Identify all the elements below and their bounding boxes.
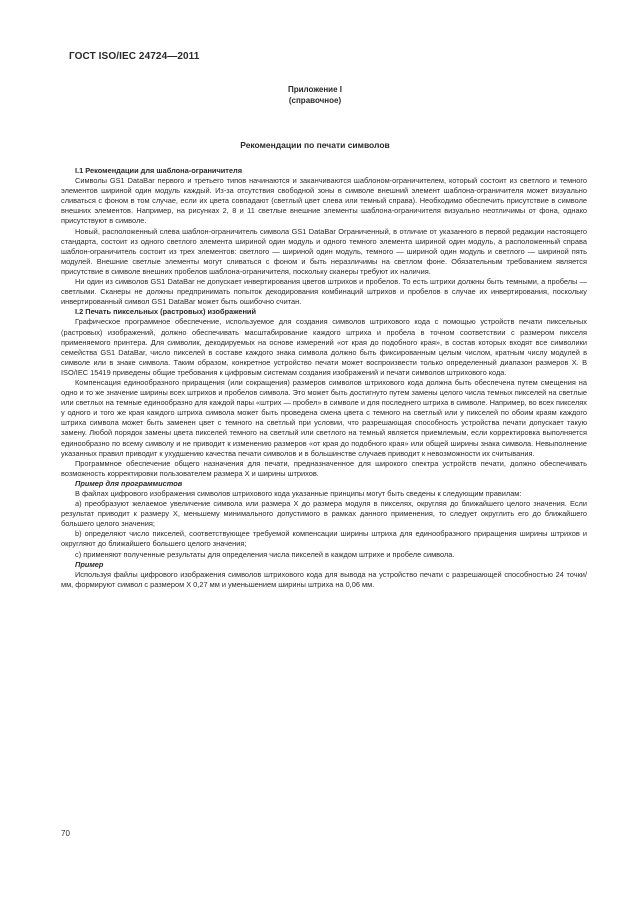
paragraph: Графическое программное обеспечение, используемое для создания символов штрихового кода с помощью устройств печати пиксельных (растровых) изображений, должно обеспечивать масштабирование каждого штриха и пробела в точном соответствии с размером пикселя применяемого принтера. Для символик, декодируемых на основе измерений «от края до подобного края», в состав которых входят все символики семейства GS1 DataBar, число пикселей в составе каждого знака символа должно быть фиксированным целым числом, кратным числу модулей в символе или в знаке символа. Таким образом, конкретное устройство печати может воспроизвести только определенный диапазон размеров X. В ISO/IEC 15419 приведены общие требования к цифровым системам создания изображений и печати символов штрихового кода. [61, 317, 587, 377]
list-item-b: b) определяют число пикселей, соответствующее требуемой компенсации ширины штриха для единообразного приращения ширины штрихов и округляют до ближайшего большего целого значения; [61, 529, 587, 549]
appendix-subtitle: (справочное) [288, 96, 342, 105]
page-number: 70 [61, 829, 70, 838]
document-header-code: ГОСТ ISO/IEC 24724—2011 [69, 51, 200, 62]
paragraph: В файлах цифрового изображения символов штрихового кода указанные принципы могут быть сведены к следующим правилам: [75, 489, 522, 498]
list-item-c: c) применяют полученные результаты для определения числа пикселей в каждом штрихе и пробеле символа. [75, 549, 455, 559]
example-paragraph: Используя файлы цифрового изображения символов штрихового кода для вывода на устройство печати с разрешающей способностью 24 точки/мм, формируют символ с размером X 0,27 мм и уменьшением ширины штриха на 0,06 мм. [61, 569, 587, 589]
subsection-heading-i2: I.2 Печать пиксельных (растровых) изображений [75, 307, 256, 317]
paragraph: Новый, расположенный слева шаблон-ограничитель символа GS1 DataBar Ограниченный, в отличие от указанного в первой редакции настоящего стандарта, состоит из одного светлого элемента шириной один модуль и одного темного элемента шириной один модуль, а расположенный справа шаблон-ограничитель состоит из трех элементов: светлого — шириной один модуль, темного — шириной один модуль и светлого — шириной пять модулей. Внешние светлые элементы могут сливаться с фоном и быть неразличимы на светлом фоне. Обязательным требованием является присутствие в символе внешних пробелов шаблона-ограничителя, поскольку сканеры требуют их наличия. [61, 226, 587, 276]
paragraph: Компенсация единообразного приращения (или сокращения) размеров символов штрихового кода должна быть обеспечена путем смещения на одно и то же значение ширины всех штрихов и пробелов символа. Это может быть достигнуто путем замены целого числа темных пикселей на светлые или светлых на темные единообразно для каждой пары «штрих — пробел» в символе и для последнего штриха в символе. Например, во всех пикселях у одного и того же края каждого штриха символа может быть проведена смена цвета с темного на светлый или у пикселей по обоим краям каждого штриха символа может быть заменен цвет с темного на светлый при условии, что разрешающая способность устройства печати допускает такую замену. Любой порядок замены цвета пикселей темного на светлый или светлого на темный является приемлемым, если корректировка выполняется единообразно по всему символу и не приводит к изменению размеров «от края до подобного края» или общей ширины знака символа. Невыполнение указанных правил приводит к ухудшению качества печати символов и в большинстве случаев приводит к невозможности их считывания. [61, 377, 587, 458]
body-text [61, 166, 587, 590]
section-title: Рекомендации по печати символов [240, 140, 390, 150]
programmer-example-heading: Пример для программистов [75, 478, 183, 488]
example-heading: Пример [75, 559, 104, 569]
appendix-title: Приложение I [288, 85, 342, 94]
paragraph: Ни один из символов GS1 DataBar не допускает инвертирования цветов штрихов и пробелов. То есть штрихи должны быть темными, а пробелы — светлыми. Сканеры не должны предпринимать попыток декодирования комбинаций штрихов и пробелов в случае их инвертирования, поскольку инвертированный символ GS1 DataBar может быть ошибочно считан. [61, 277, 587, 307]
paragraph: Программное обеспечение общего назначения для печати, предназначенное для широкого спектра устройств печати, должно обеспечивать возможность корректировки пользователем размера X и ширины штрихов. [61, 458, 587, 478]
paragraph: Символы GS1 DataBar первого и третьего типов начинаются и заканчиваются шаблоном-ограничителем, который состоит из светлого и темного элементов шириной один модуль каждый. Из-за отсутствия свободной зоны в символе внешний элемент шаблона-ограничителя может визуально сливаться с фоном в том случае, если их цвета совпадают (светлый цвет слева или темный справа). Необходимо обеспечить присутствие в символе внешних элементов. Например, на рисунках 2, 8 и 11 светлые внешние элементы шаблона-ограничителя визуально неотличимы от фона, однако присутствуют в символе. [61, 176, 587, 226]
subsection-heading-i1: I.1 Рекомендации для шаблона-ограничителя [75, 166, 243, 175]
list-item-a: а) преобразуют желаемое увеличение символа или размера X до размера модуля в пикселях, округляя до ближайшего целого значения. Если результат приводит к размеру X, меньшему минимального допустимого в рамках данного применения, то следует округлить его до ближайшего большего целого значения; [61, 499, 587, 529]
